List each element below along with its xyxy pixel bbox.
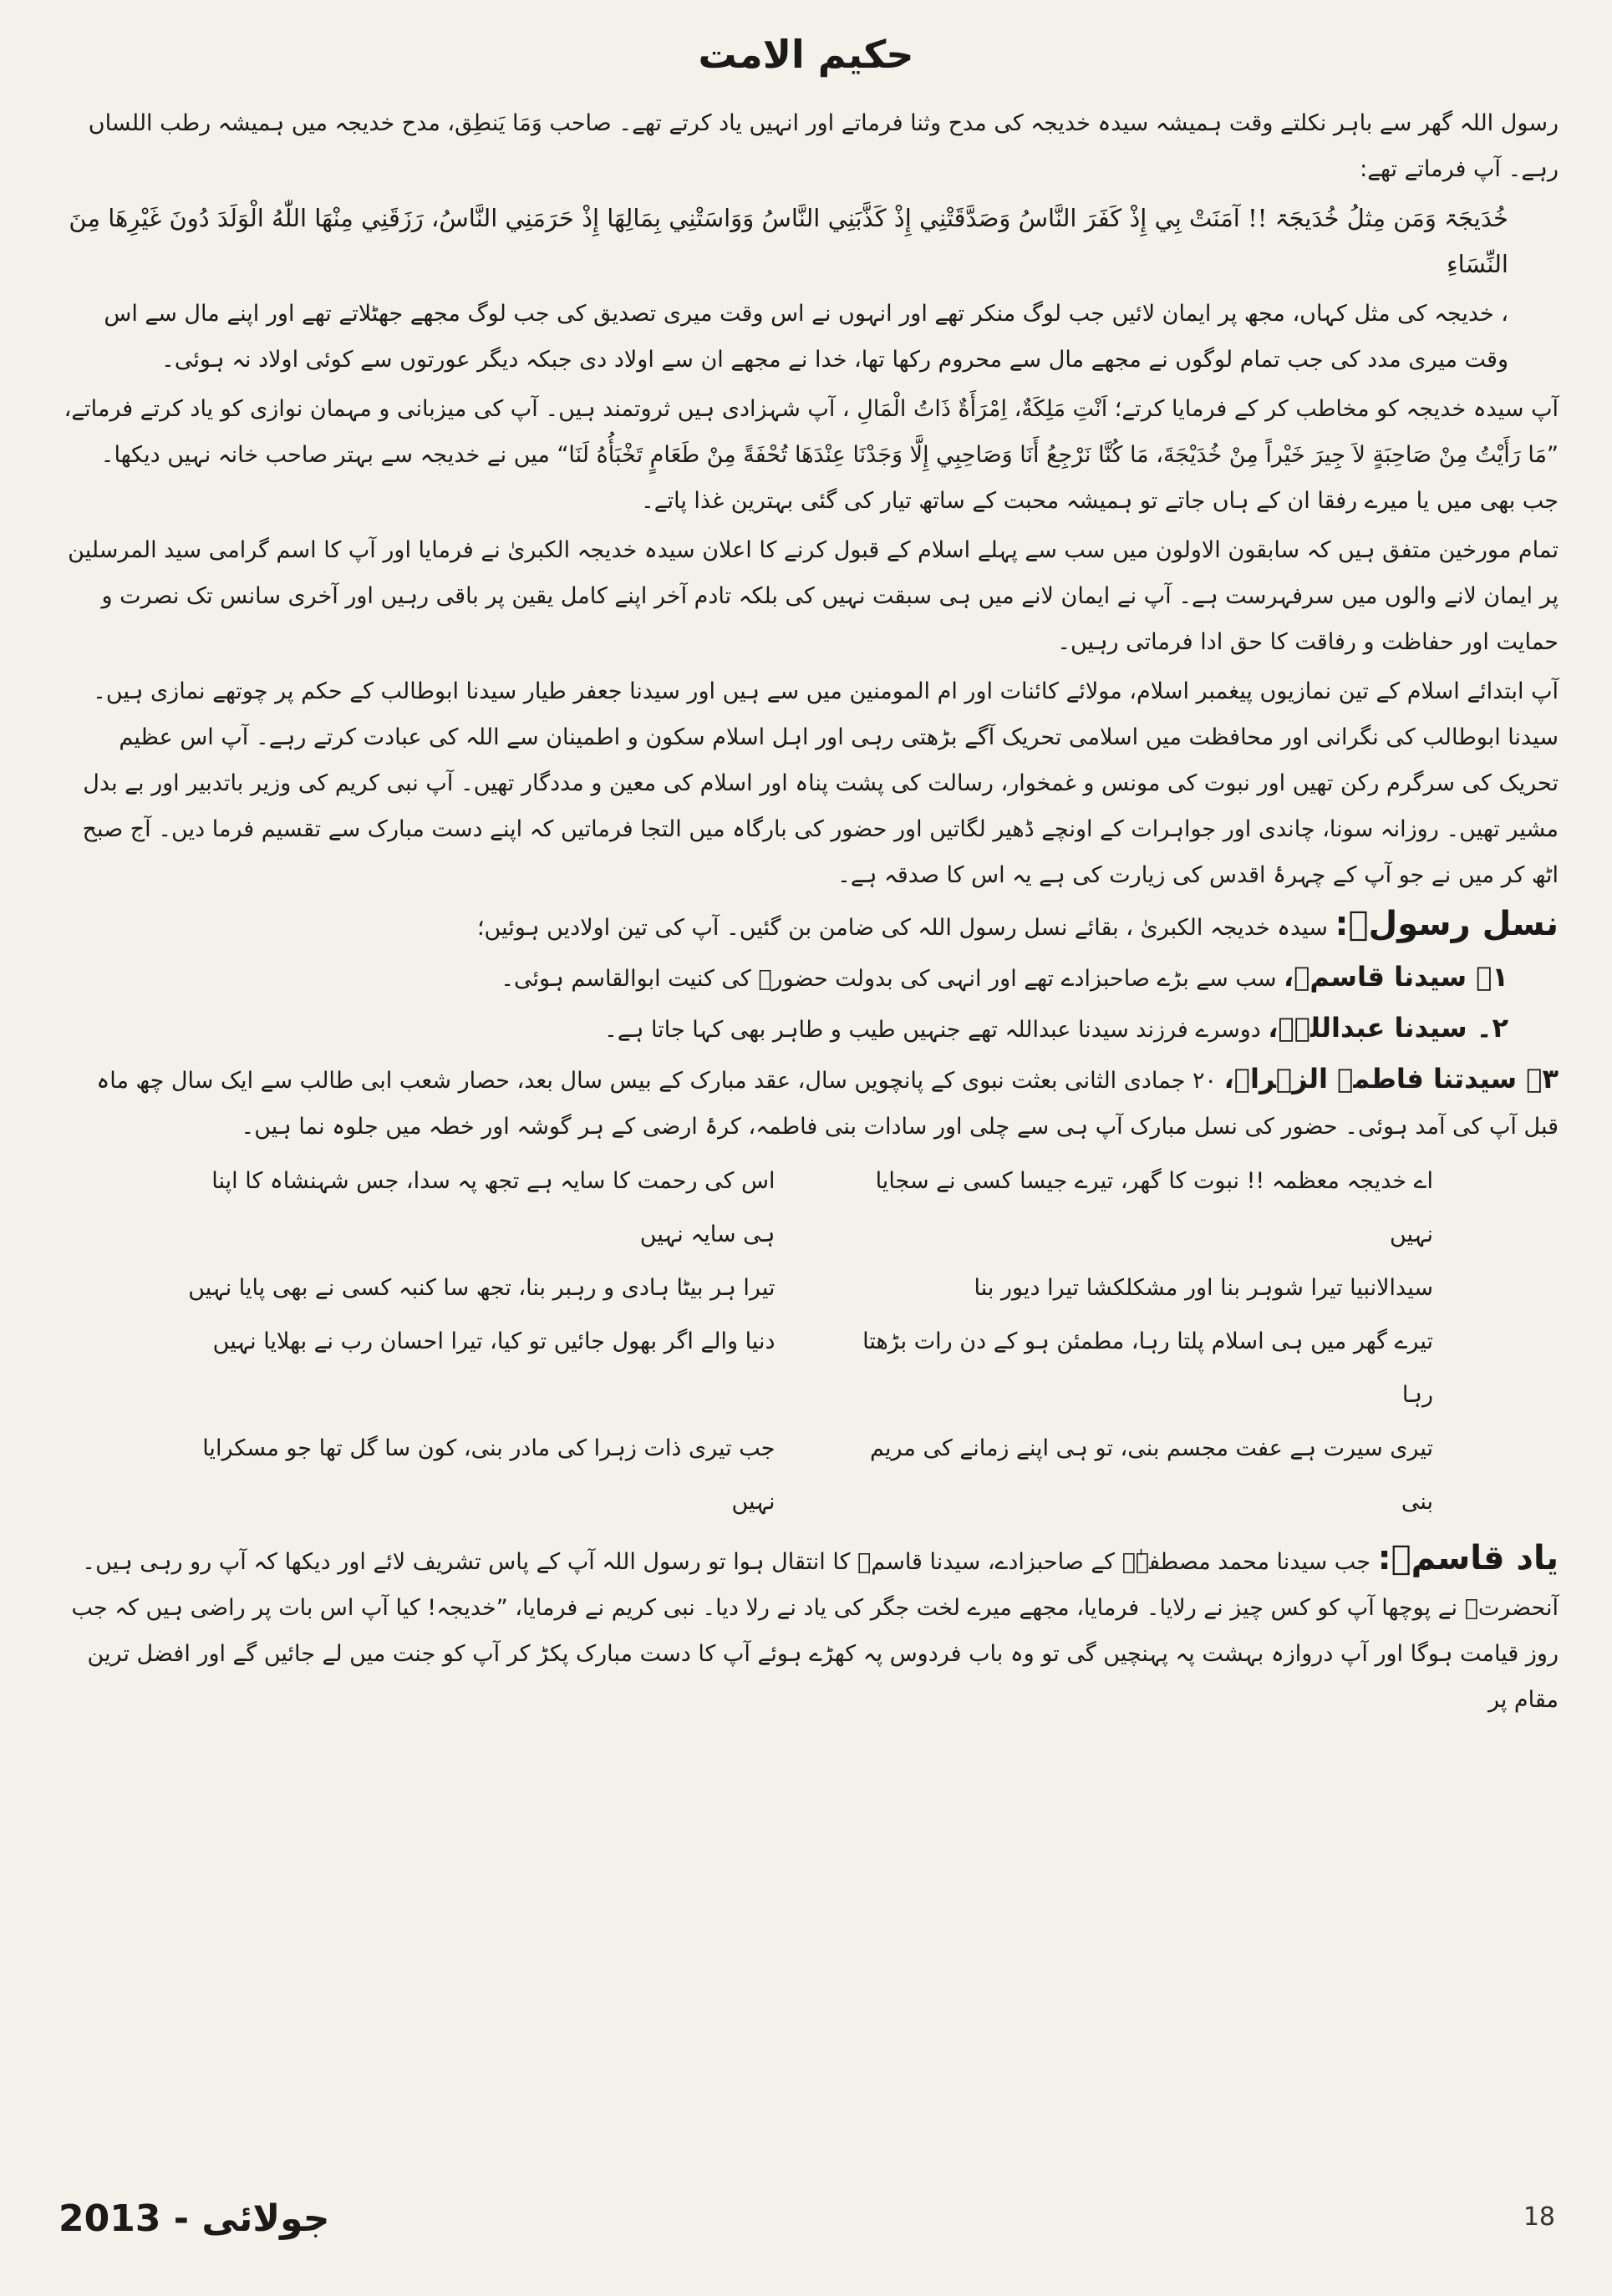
list-item [58, 1056, 1559, 1150]
list-item-head: ۱۔ سیدنا قاسمؑ، [1284, 961, 1508, 993]
poem-line: دنیا والے اگر بھول جائیں تو کیا، تیرا احسان رب نے بھلایا نہیں [212, 1328, 775, 1354]
poem-line: تیرے گھر میں ہی اسلام پلتا رہا، مطمئن ہو کے دن رات بڑھتا رہا [862, 1328, 1433, 1408]
poem-line: اے خدیجہ معظمہ !! نبوت کا گھر، تیرے جیسا کسی نے سجایا نہیں [875, 1168, 1433, 1247]
paragraph-historians: تمام مورخین متفق ہیں کہ سابقون الاولون میں سب سے پہلے اسلام کے قبول کرنے کا اعلان سیدہ خدیجہ الکبریٰ نے فرمایا اور آپ کا اسم گرامی سید المرسلین پر ایمان لانے والوں میں سرفہرست ہے۔ آپ نے ایمان لانے میں ہی سبقت نہیں کی بلکہ تادم آخر اپنے کامل یقین پر باقی رہیں اور آخری سانس تک نصرت و حمایت اور حفاظت و رفاقت کا حق ادا فرماتی رہیں۔ [68, 537, 1559, 655]
list-item [58, 1005, 1559, 1053]
poem-line: جب تیری ذات زہرا کی مادر بنی، کون سا گل تھا جو مسکرایا نہیں [202, 1435, 775, 1515]
list-item [58, 954, 1559, 1002]
nasl-intro: سیدہ خدیجہ الکبریٰ ، بقائے نسل رسول اللہ کی ضامن بن گئیں۔ آپ کی تین اولادیں ہوئیں؛ [476, 915, 1335, 941]
yaad-heading: یاد قاسمؑ: [1377, 1539, 1559, 1577]
poem-line: تیرا ہر بیٹا ہادی و رہبر بنا، تجھ سا کنبہ کسی نے بھی پایا نہیں [188, 1275, 775, 1301]
issue-date: جولائی - 2013 [58, 2197, 330, 2240]
paragraph-first-worshippers: آپ ابتدائے اسلام کے تین نمازیوں پیغمبر اسلام، مولائے کائنات اور ام المومنین میں سے ہیں اور سیدنا جعفر طیار سیدنا ابوطالب کے حکم پر چوتھے نمازی ہیں۔ سیدنا ابوطالب کی نگرانی اور محافظت میں اسلامی تحریک آگے بڑھتی رہی اور اہل اسلام سکون و اطمینان سے اللہ کی عبادت کرتے رہے۔ آپ اس عظیم تحریک کی سرگرم رکن تھیں اور نبوت کی مونس و غمخوار، رسالت کی پشت پناہ اور اسلام کی معین و مددگار تھیں۔ آپ نبی کریم کی وزیر باتدبیر اور بے بدل مشیر تھیں۔ روزانہ سونا، چاندی اور جواہرات کے اونچے ڈھیر لگاتیں اور حضور کی بارگاہ میں التجا فرماتیں کہ اپنے دست مبارک سے تقسیم فرما دیں۔ آج صبح اٹھ کر میں نے جو آپ کے چہرۂ اقدس کی زیارت کی ہے یہ اس کا صدقہ ہے۔ [82, 678, 1559, 888]
nasl-section [58, 902, 1559, 951]
poem-line: اس کی رحمت کا سایہ ہے تجھ پہ سدا، جس شہنشاہ کا اپنا ہی سایہ نہیں [211, 1168, 775, 1247]
list-item-text: سب سے بڑے صاحبزادے تھے اور انہی کی بدولت حضورؐ کی کنیت ابوالقاسم ہوئی۔ [501, 966, 1284, 992]
poem-line: تیری سیرت ہے عفت مجسم بنی، تو ہی اپنے زمانے کی مریم بنی [870, 1435, 1433, 1515]
yaad-section [58, 1536, 1559, 1723]
page-number: 18 [1523, 2202, 1555, 2232]
poem-line: سیدالانبیا تیرا شوہر بنا اور مشکلکشا تیرا دیور بنا [974, 1275, 1433, 1301]
article-body [58, 100, 1559, 1726]
hadith-arabic: خُدَیجَۃ وَمَن مِثلُ خُدَیجَۃ !! آمَنَتْ بِي إِذْ كَفَرَ النَّاسُ وَصَدَّقَتْنِي إِذْ كَذَّبَنِي النَّاسُ وَوَاسَتْنِي بِمَالِهَا إِذْ حَرَمَنِي النَّاسُ، رَزَقَنِي مِنْهَا اللّٰهُ الْوَلَدَ دُونَ غَيْرِهَا مِنَ النِّسَاءِ [69, 204, 1508, 278]
list-item-text: دوسرے فرزند سیدنا عبداللہ تھے جنہیں طیب و طاہر بھی کہا جاتا ہے۔ [604, 1017, 1269, 1043]
page-title: حکیم الامت [698, 32, 914, 77]
list-item-head: ۲۔ سیدنا عبداللہؑ، [1268, 1012, 1508, 1044]
list-item-head: ۳۔ سیدتنا فاطمۃ الزہراؑ، [1223, 1063, 1559, 1095]
nasl-heading: نسل رسولؐ: [1335, 905, 1559, 943]
paragraph-intro: رسول اللہ گھر سے باہر نکلتے وقت ہمیشہ سیدہ خدیجہ کی مدح وثنا فرماتے اور انہیں یاد کرتے تھے۔ صاحب وَمَا يَنطِق، مدح خدیجہ میں ہمیشہ رطب اللساں رہے۔ آپ فرماتے تھے: [88, 110, 1559, 182]
poem [58, 1155, 1559, 1529]
yaad-text: جب سیدنا محمد مصطفےٰؐ کے صاحبزادے، سیدنا قاسمؑ کا انتقال ہوا تو رسول اللہ آپ کے پاس تشریف لائے اور دیکھا کہ آپ رو رہی ہیں۔ آنحضرتؐ نے پوچھا آپ کو کس چیز نے رلایا۔ فرمایا، مجھے میرے لخت جگر کی یاد نے رلا دیا۔ نبی کریم نے فرمایا، ”خدیجہ! کیا آپ اس بات پر راضی ہیں کہ جب روز قیامت ہوگا اور آپ دروازہ بہشت پہ پہنچیں گی تو وہ باب فردوس پہ کھڑے ہوئے آپ کا دست مبارک پکڑ کر آپ کو جنت میں لے جائیں گے اور افضل ترین مقام پر [71, 1549, 1559, 1713]
list-item-text: ۲۰ جمادی الثانی بعثت نبوی کے پانچویں سال، عقد مبارک کے بیس سال بعد، حصار شعب ابی طالب سے ایک سال چھ ماہ قبل آپ کی آمد ہوئی۔ حضور کی نسل مبارک آپ ہی سے چلی اور سادات بنی فاطمہ، کرۂ ارضی کے ہر گوشہ اور خطہ میں جلوہ نما ہیں۔ [96, 1068, 1559, 1140]
hadith-translation: ، خدیجہ کی مثل کہاں، مجھ پر ایمان لائیں جب لوگ منکر تھے اور انہوں نے اس وقت میری تصدیق کی جب لوگ مجھے جھٹلاتے تھے اور اپنے مال سے اس وقت میری مدد کی جب تمام لوگوں نے مجھے مال سے محروم رکھا تھا، خدا نے مجھے ان سے اولاد دی جبکہ دیگر عورتوں سے کوئی اولاد نہ ہوئی۔ [104, 301, 1508, 373]
paragraph-address: آپ سیدہ خدیجہ کو مخاطب کر کے فرمایا کرتے؛ اَنْتِ مَلِكَةٌ، اِمْرَأَةٌ ذَاتُ الْمَالِ ، آپ شہزادی ہیں ثروتمند ہیں۔ آپ کی میزبانی و مہمان نوازی کو یاد کرتے فرماتے، ”مَا رَأَيْتُ مِنْ صَاحِبَةٍ لاَ جِيرَ خَيْراً مِنْ خُدَيْجَةَ، مَا كُنَّا نَرْجِعُ أَنَا وَصَاحِبِي إِلَّا وَجَدْنَا عِنْدَهَا تُحْفَةً مِنْ طَعَامٍ تَخْبَأُهُ لَنَا“ میں نے خدیجہ سے بہتر صاحب خانہ نہیں دیکھا۔ جب بھی میں یا میرے رفقا ان کے ہاں جاتے تو ہمیشہ محبت کے ساتھ تیار کی گئی بہترین غذا پاتے۔ [64, 396, 1559, 514]
